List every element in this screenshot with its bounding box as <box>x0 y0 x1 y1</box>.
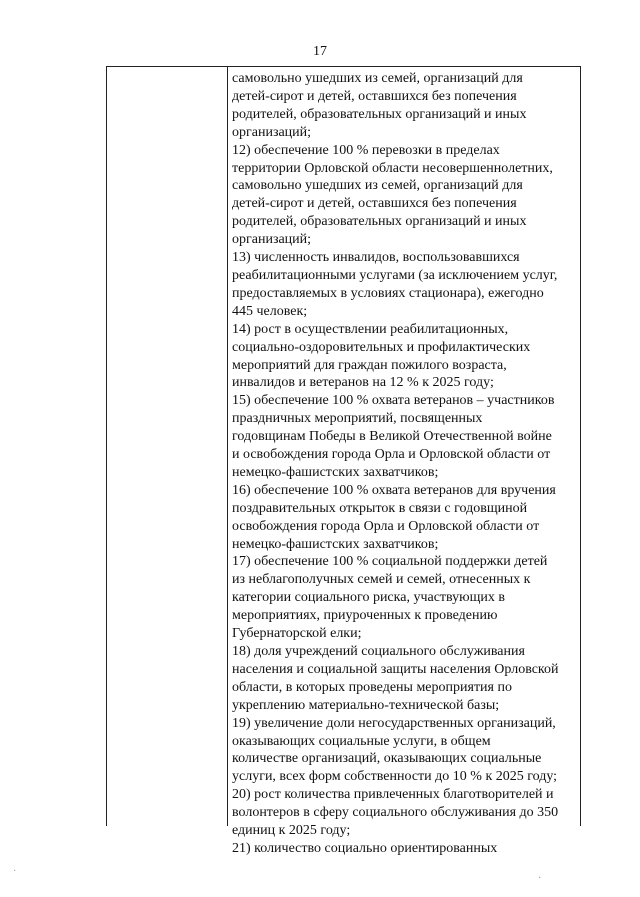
text-line: населения и социальной защиты населения Орловской <box>232 661 559 677</box>
text-line: предоставляемых в условиях стационара), ежегодно <box>232 285 544 301</box>
text-line: реабилитационными услугами (за исключением услуг, <box>232 267 558 283</box>
text-line: 15) обеспечение 100 % охвата ветеранов – участников <box>232 393 555 409</box>
list-item <box>232 321 580 393</box>
text-line: 20) рост количества привлеченных благотворителей и <box>232 787 554 803</box>
list-item <box>232 70 580 142</box>
text-line: услуги, всех форм собственности до 10 % к 2025 году; <box>232 769 558 785</box>
list-item <box>232 482 580 554</box>
text-line: самовольно ушедших из семей, организаций для <box>232 178 523 194</box>
list-item <box>232 142 580 249</box>
text-line: поздравительных открыток в связи с годовщиной <box>232 500 528 516</box>
list-item <box>232 643 580 715</box>
text-line: оказывающих социальные услуги, в общем <box>232 733 491 749</box>
text-line: 16) обеспечение 100 % охвата ветеранов для вручения <box>232 482 556 498</box>
text-line: 13) численность инвалидов, воспользовавшихся <box>232 250 520 266</box>
list-item <box>232 786 580 840</box>
text-line: и освобождения города Орла и Орловской области от <box>232 447 551 463</box>
text-line: мероприятий для граждан пожилого возраста, <box>232 357 507 373</box>
text-line: территории Орловской области несовершеннолетних, <box>232 160 553 176</box>
list-item <box>232 249 580 321</box>
text-line: немецко-фашистских захватчиков; <box>232 536 439 552</box>
text-line: 17) обеспечение 100 % социальной поддержки детей <box>232 554 548 570</box>
text-line: 14) рост в осуществлении реабилитационных, <box>232 321 509 337</box>
scan-speck: · <box>13 866 17 877</box>
text-line: инвалидов и ветеранов на 12 % к 2025 году; <box>232 375 494 391</box>
text-line: категории социального риска, участвующих в <box>232 590 506 606</box>
list-item <box>232 840 580 858</box>
text-line: единиц к 2025 году; <box>232 823 351 839</box>
text-line: 12) обеспечение 100 % перевозки в пределах <box>232 142 500 158</box>
text-line: волонтеров в сферу социального обслуживания до 350 <box>232 805 559 821</box>
list-item <box>232 715 580 787</box>
text-line: праздничных мероприятий, посвященных <box>232 411 483 427</box>
document-table <box>106 66 581 856</box>
text-line: родителей, образовательных организаций и иных <box>232 214 527 230</box>
text-line: детей-сирот и детей, оставшихся без попечения <box>232 88 517 104</box>
scan-speck: · <box>538 873 542 884</box>
text-line: Губернаторской елки; <box>232 626 362 642</box>
text-line: мероприятиях, приуроченных к проведению <box>232 608 498 624</box>
text-line: детей-сирот и детей, оставшихся без попечения <box>232 196 517 212</box>
table-left-column <box>107 67 228 826</box>
list-item <box>232 392 580 482</box>
list-item <box>232 553 580 643</box>
text-line: немецко-фашистских захватчиков; <box>232 464 439 480</box>
text-line: самовольно ушедших из семей, организаций для <box>232 71 523 86</box>
text-line: 19) увеличение доли негосударственных организаций, <box>232 715 556 731</box>
text-line: социально-оздоровительных и профилактических <box>232 339 531 355</box>
text-line: 18) доля учреждений социального обслуживания <box>232 644 525 659</box>
text-line: организаций; <box>232 124 312 140</box>
text-line: организаций; <box>232 232 312 248</box>
text-line: родителей, образовательных организаций и иных <box>232 106 527 122</box>
page-number: 17 <box>313 44 327 59</box>
text-line: из неблагополучных семей и семей, отнесенных к <box>232 572 531 588</box>
text-line: укреплению материально-технической базы; <box>232 697 500 713</box>
text-line: 445 человек; <box>232 303 308 319</box>
text-line: количестве организаций, оказывающих социальные <box>232 751 542 767</box>
text-line: освобождения города Орла и Орловской области от <box>232 518 540 534</box>
table-right-column <box>232 70 580 858</box>
text-line: 21) количество социально ориентированных <box>232 840 498 856</box>
text-line: годовщинам Победы в Великой Отечественной войне <box>232 429 552 445</box>
text-line: области, в которых проведены мероприятия по <box>232 679 512 695</box>
